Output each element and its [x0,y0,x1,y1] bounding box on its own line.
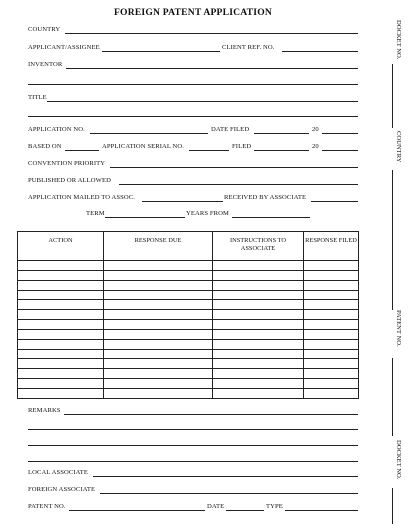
date-filed-label: DATE FILED [211,126,250,133]
table-cell[interactable] [213,339,304,349]
table-cell[interactable] [104,388,213,398]
table-row [18,290,359,300]
table-cell[interactable] [18,359,104,369]
table-cell[interactable] [104,320,213,330]
table-row [18,270,359,280]
type-field-line[interactable] [285,510,358,511]
table-cell[interactable] [104,280,213,290]
published-or-allowed-label: PUBLISHED OR ALLOWED [28,177,111,184]
title-field-line[interactable] [47,101,358,102]
table-cell[interactable] [213,369,304,379]
table-cell[interactable] [304,388,359,398]
action-column-header: ACTION [18,232,104,261]
table-row [18,261,359,271]
table-cell[interactable] [213,320,304,330]
table-cell[interactable] [304,329,359,339]
table-cell[interactable] [104,329,213,339]
table-row [18,349,359,359]
remarks-label: REMARKS [28,407,61,414]
date-filed-year-line[interactable] [322,133,358,134]
country-field-line[interactable] [65,33,358,34]
sidebar-docket-no-top-label: DOCKET NO. [395,20,402,60]
table-cell[interactable] [213,270,304,280]
table-cell[interactable] [104,300,213,310]
local-associate-label: LOCAL ASSOCIATE [28,469,89,476]
sidebar-docket-no-top-line[interactable] [392,64,393,128]
table-cell[interactable] [304,310,359,320]
applicant-field-line[interactable] [102,51,220,52]
table-cell[interactable] [213,329,304,339]
table-row [18,310,359,320]
sidebar-docket-no-bottom-label: DOCKET NO. [395,440,402,480]
client-ref-label: CLIENT REF. NO. [222,44,275,51]
table-cell[interactable] [304,359,359,369]
patent-no-label: PATENT NO. [28,503,66,510]
years-from-label: YEARS FROM [186,210,229,217]
published-or-allowed-field-line[interactable] [119,184,358,185]
table-cell[interactable] [104,261,213,271]
table-cell[interactable] [304,379,359,389]
type-label: TYPE [266,503,283,510]
based-on-label: BASED ON [28,143,62,150]
title-label: TITLE [28,94,47,101]
response-filed-column-header: RESPONSE FILED [304,232,359,261]
table-cell[interactable] [18,300,104,310]
application-mailed-label: APPLICATION MAILED TO ASSOC. [28,194,135,201]
table-cell[interactable] [213,379,304,389]
table-cell[interactable] [304,300,359,310]
table-cell[interactable] [213,349,304,359]
patent-no-field-line[interactable] [69,510,205,511]
instructions-column-header: INSTRUCTIONS TO ASSOCIATE [213,232,304,261]
table-cell[interactable] [18,261,104,271]
sidebar-patent-no-line[interactable] [392,358,393,436]
table-cell[interactable] [213,280,304,290]
table-cell[interactable] [104,359,213,369]
title-field-line-2[interactable] [28,116,358,117]
table-cell[interactable] [213,300,304,310]
table-cell[interactable] [104,310,213,320]
local-associate-field-line[interactable] [93,476,358,477]
term-label: TERM [86,210,105,217]
table-cell[interactable] [18,349,104,359]
table-cell[interactable] [213,359,304,369]
table-cell[interactable] [304,349,359,359]
table-cell[interactable] [104,339,213,349]
table-cell[interactable] [18,270,104,280]
table-row [18,280,359,290]
remarks-field-line-2[interactable] [28,429,358,430]
table-cell[interactable] [104,349,213,359]
applicant-label: APPLICANT/ASSIGNEE [28,44,100,51]
table-cell[interactable] [18,379,104,389]
date-field-line[interactable] [226,510,264,511]
inventor-label: INVENTOR [28,61,63,68]
based-on-field-line[interactable] [65,150,99,151]
remarks-field-line-4[interactable] [28,461,358,462]
convention-priority-label: CONVENTION PRIORITY [28,160,106,167]
application-no-label: APPLICATION NO. [28,126,85,133]
received-by-associate-label: RECEIVED BY ASSOCIATE [224,194,307,201]
application-mailed-field-line[interactable] [142,201,223,202]
table-cell[interactable] [213,261,304,271]
sidebar-country-label: COUNTRY [395,131,402,163]
table-cell[interactable] [304,290,359,300]
country-label: COUNTRY [28,26,61,33]
term-field-line[interactable] [105,217,185,218]
response-due-column-header: RESPONSE DUE [104,232,213,261]
application-serial-no-label: APPLICATION SERIAL NO. [102,143,184,150]
form-title: FOREIGN PATENT APPLICATION [113,7,272,18]
received-by-associate-field-line[interactable] [311,201,358,202]
action-table-body [18,261,359,399]
inventor-field-line[interactable] [66,68,358,69]
table-cell[interactable] [304,339,359,349]
filed-label: FILED [232,143,252,150]
action-table [17,231,359,399]
sidebar-country-line[interactable] [392,170,393,310]
table-cell[interactable] [18,369,104,379]
filed-year-prefix: 20 [312,143,319,150]
convention-priority-field-line[interactable] [110,167,358,168]
remarks-field-line-3[interactable] [28,445,358,446]
table-cell[interactable] [18,388,104,398]
filed-field-line[interactable] [254,150,309,151]
foreign-associate-field-line[interactable] [100,493,358,494]
filed-year-line[interactable] [322,150,358,151]
table-cell[interactable] [304,280,359,290]
foreign-associate-label: FOREIGN ASSOCIATE [28,486,96,493]
table-cell[interactable] [18,290,104,300]
table-cell[interactable] [104,379,213,389]
table-row [18,320,359,330]
table-row [18,379,359,389]
table-row [18,359,359,369]
sidebar-patent-no-label: PATENT NO. [395,310,402,347]
table-cell[interactable] [18,329,104,339]
table-cell[interactable] [213,310,304,320]
application-serial-no-field-line[interactable] [189,150,229,151]
application-no-field-line[interactable] [90,133,208,134]
inventor-field-line-2[interactable] [28,84,358,85]
table-cell[interactable] [304,320,359,330]
table-cell[interactable] [304,270,359,280]
remarks-field-line[interactable] [64,414,358,415]
client-ref-field-line[interactable] [282,51,358,52]
table-cell[interactable] [213,290,304,300]
table-cell[interactable] [213,388,304,398]
sidebar-docket-no-bottom-line[interactable] [392,488,393,524]
table-row [18,369,359,379]
date-label: DATE [207,503,225,510]
table-cell[interactable] [18,310,104,320]
table-cell[interactable] [18,280,104,290]
table-row [18,388,359,398]
table-row [18,300,359,310]
table-cell[interactable] [304,369,359,379]
table-cell[interactable] [104,290,213,300]
table-row [18,339,359,349]
table-row [18,329,359,339]
table-cell[interactable] [104,270,213,280]
table-cell[interactable] [18,339,104,349]
date-filed-year-prefix: 20 [312,126,319,133]
action-table-header-row [18,232,359,261]
table-cell[interactable] [18,320,104,330]
years-from-field-line[interactable] [232,217,310,218]
date-filed-field-line[interactable] [254,133,309,134]
table-cell[interactable] [104,369,213,379]
table-cell[interactable] [304,261,359,271]
